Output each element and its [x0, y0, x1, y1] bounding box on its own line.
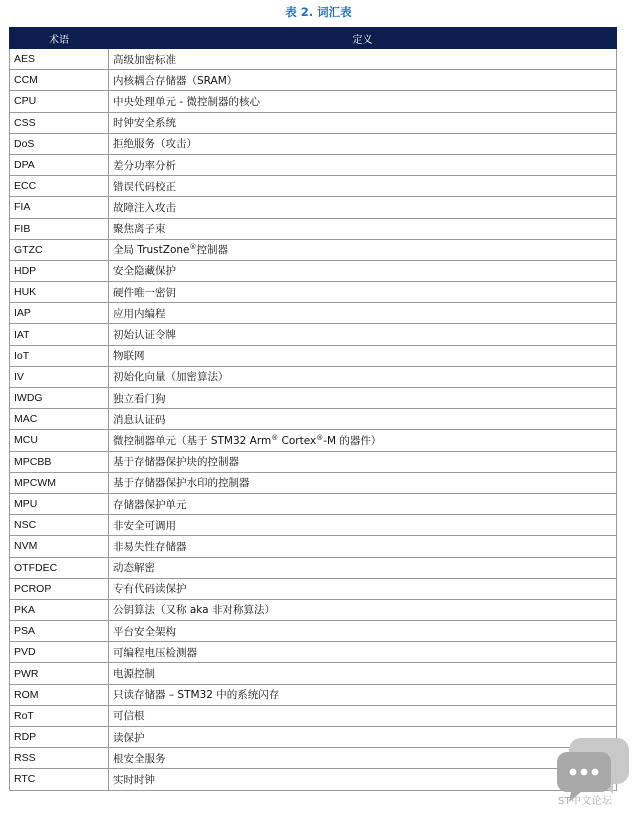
- term-cell: IV: [10, 366, 109, 387]
- term-cell: AES: [10, 49, 109, 70]
- column-header-definition: 定义: [109, 28, 617, 49]
- table-row: [10, 493, 617, 514]
- table-row: [10, 663, 617, 684]
- definition-cell: 实时时钟: [109, 769, 617, 790]
- column-header-term: 术语: [10, 28, 109, 49]
- table-row: [10, 303, 617, 324]
- term-cell: MPU: [10, 493, 109, 514]
- term-cell: PWR: [10, 663, 109, 684]
- term-cell: PSA: [10, 621, 109, 642]
- definition-cell: 应用内编程: [109, 303, 617, 324]
- table-row: [10, 451, 617, 472]
- definition-cell: 微控制器单元（基于 STM32 Arm® Cortex®-M 的器件）: [109, 430, 617, 451]
- definition-cell: 独立看门狗: [109, 388, 617, 409]
- definition-cell: 初始认证令牌: [109, 324, 617, 345]
- table-row: [10, 388, 617, 409]
- term-cell: CSS: [10, 112, 109, 133]
- term-cell: RTC: [10, 769, 109, 790]
- definition-cell: 初始化向量（加密算法）: [109, 366, 617, 387]
- term-cell: GTZC: [10, 239, 109, 260]
- term-cell: IAT: [10, 324, 109, 345]
- definition-cell: 错误代码校正: [109, 176, 617, 197]
- table-row: [10, 557, 617, 578]
- term-cell: RSS: [10, 748, 109, 769]
- definition-cell: 全局 TrustZone®控制器: [109, 239, 617, 260]
- term-cell: PKA: [10, 599, 109, 620]
- table-header-row: [10, 28, 617, 49]
- definition-cell: 平台安全架构: [109, 621, 617, 642]
- definition-cell: 非安全可调用: [109, 515, 617, 536]
- table-row: [10, 472, 617, 493]
- table-row: [10, 578, 617, 599]
- table-row: [10, 705, 617, 726]
- table-row: [10, 91, 617, 112]
- table-row: [10, 260, 617, 281]
- definition-cell: 时钟安全系统: [109, 112, 617, 133]
- term-cell: MAC: [10, 409, 109, 430]
- term-cell: FIB: [10, 218, 109, 239]
- table-row: [10, 70, 617, 91]
- definition-cell: 可信根: [109, 705, 617, 726]
- term-cell: MPCBB: [10, 451, 109, 472]
- definition-cell: 内核耦合存储器（SRAM）: [109, 70, 617, 91]
- table-row: [10, 366, 617, 387]
- term-cell: HDP: [10, 260, 109, 281]
- term-cell: ROM: [10, 684, 109, 705]
- table-row: [10, 112, 617, 133]
- definition-cell: 存储器保护单元: [109, 493, 617, 514]
- table-row: [10, 621, 617, 642]
- definition-cell: 故障注入攻击: [109, 197, 617, 218]
- definition-cell: 读保护: [109, 727, 617, 748]
- definition-cell: 安全隐藏保护: [109, 260, 617, 281]
- definition-cell: 只读存储器 – STM32 中的系统闪存: [109, 684, 617, 705]
- definition-cell: 基于存储器保护水印的控制器: [109, 472, 617, 493]
- watermark-text: ST中文论坛: [558, 796, 613, 807]
- definition-cell: 拒绝服务（攻击）: [109, 133, 617, 154]
- definition-cell: 物联网: [109, 345, 617, 366]
- definition-cell: 动态解密: [109, 557, 617, 578]
- definition-cell: 硬件唯一密钥: [109, 282, 617, 303]
- term-cell: DPA: [10, 154, 109, 175]
- term-cell: OTFDEC: [10, 557, 109, 578]
- table-row: [10, 324, 617, 345]
- definition-cell: 基于存储器保护块的控制器: [109, 451, 617, 472]
- table-row: [10, 684, 617, 705]
- table-row: [10, 154, 617, 175]
- definition-cell: 专有代码读保护: [109, 578, 617, 599]
- table-caption: 表 2. 词汇表: [285, 5, 352, 19]
- term-cell: CCM: [10, 70, 109, 91]
- table-row: [10, 239, 617, 260]
- table-row: [10, 642, 617, 663]
- term-cell: NSC: [10, 515, 109, 536]
- table-row: [10, 409, 617, 430]
- term-cell: FIA: [10, 197, 109, 218]
- table-row: [10, 218, 617, 239]
- term-cell: RoT: [10, 705, 109, 726]
- definition-cell: 中央处理单元 - 微控制器的核心: [109, 91, 617, 112]
- definition-cell: 根安全服务: [109, 748, 617, 769]
- term-cell: CPU: [10, 91, 109, 112]
- definition-cell: 可编程电压检测器: [109, 642, 617, 663]
- table-row: [10, 430, 617, 451]
- definition-cell: 差分功率分析: [109, 154, 617, 175]
- definition-cell: 公钥算法（又称 aka 非对称算法）: [109, 599, 617, 620]
- term-cell: NVM: [10, 536, 109, 557]
- table-row: [10, 133, 617, 154]
- term-cell: DoS: [10, 133, 109, 154]
- table-row: [10, 769, 617, 790]
- definition-cell: 电源控制: [109, 663, 617, 684]
- term-cell: MCU: [10, 430, 109, 451]
- term-cell: MPCWM: [10, 472, 109, 493]
- term-cell: PCROP: [10, 578, 109, 599]
- term-cell: IWDG: [10, 388, 109, 409]
- term-cell: RDP: [10, 727, 109, 748]
- table-row: [10, 599, 617, 620]
- table-row: [10, 345, 617, 366]
- table-row: [10, 176, 617, 197]
- term-cell: HUK: [10, 282, 109, 303]
- term-cell: ECC: [10, 176, 109, 197]
- table-row: [10, 727, 617, 748]
- term-cell: IAP: [10, 303, 109, 324]
- table-row: [10, 282, 617, 303]
- definition-cell: 聚焦离子束: [109, 218, 617, 239]
- table-row: [10, 515, 617, 536]
- definition-cell: 消息认证码: [109, 409, 617, 430]
- term-cell: PVD: [10, 642, 109, 663]
- table-row: [10, 197, 617, 218]
- definition-cell: 高级加密标准: [109, 49, 617, 70]
- table-row: [10, 748, 617, 769]
- term-cell: IoT: [10, 345, 109, 366]
- definition-cell: 非易失性存储器: [109, 536, 617, 557]
- glossary-table: [9, 27, 617, 791]
- table-row: [10, 49, 617, 70]
- table-row: [10, 536, 617, 557]
